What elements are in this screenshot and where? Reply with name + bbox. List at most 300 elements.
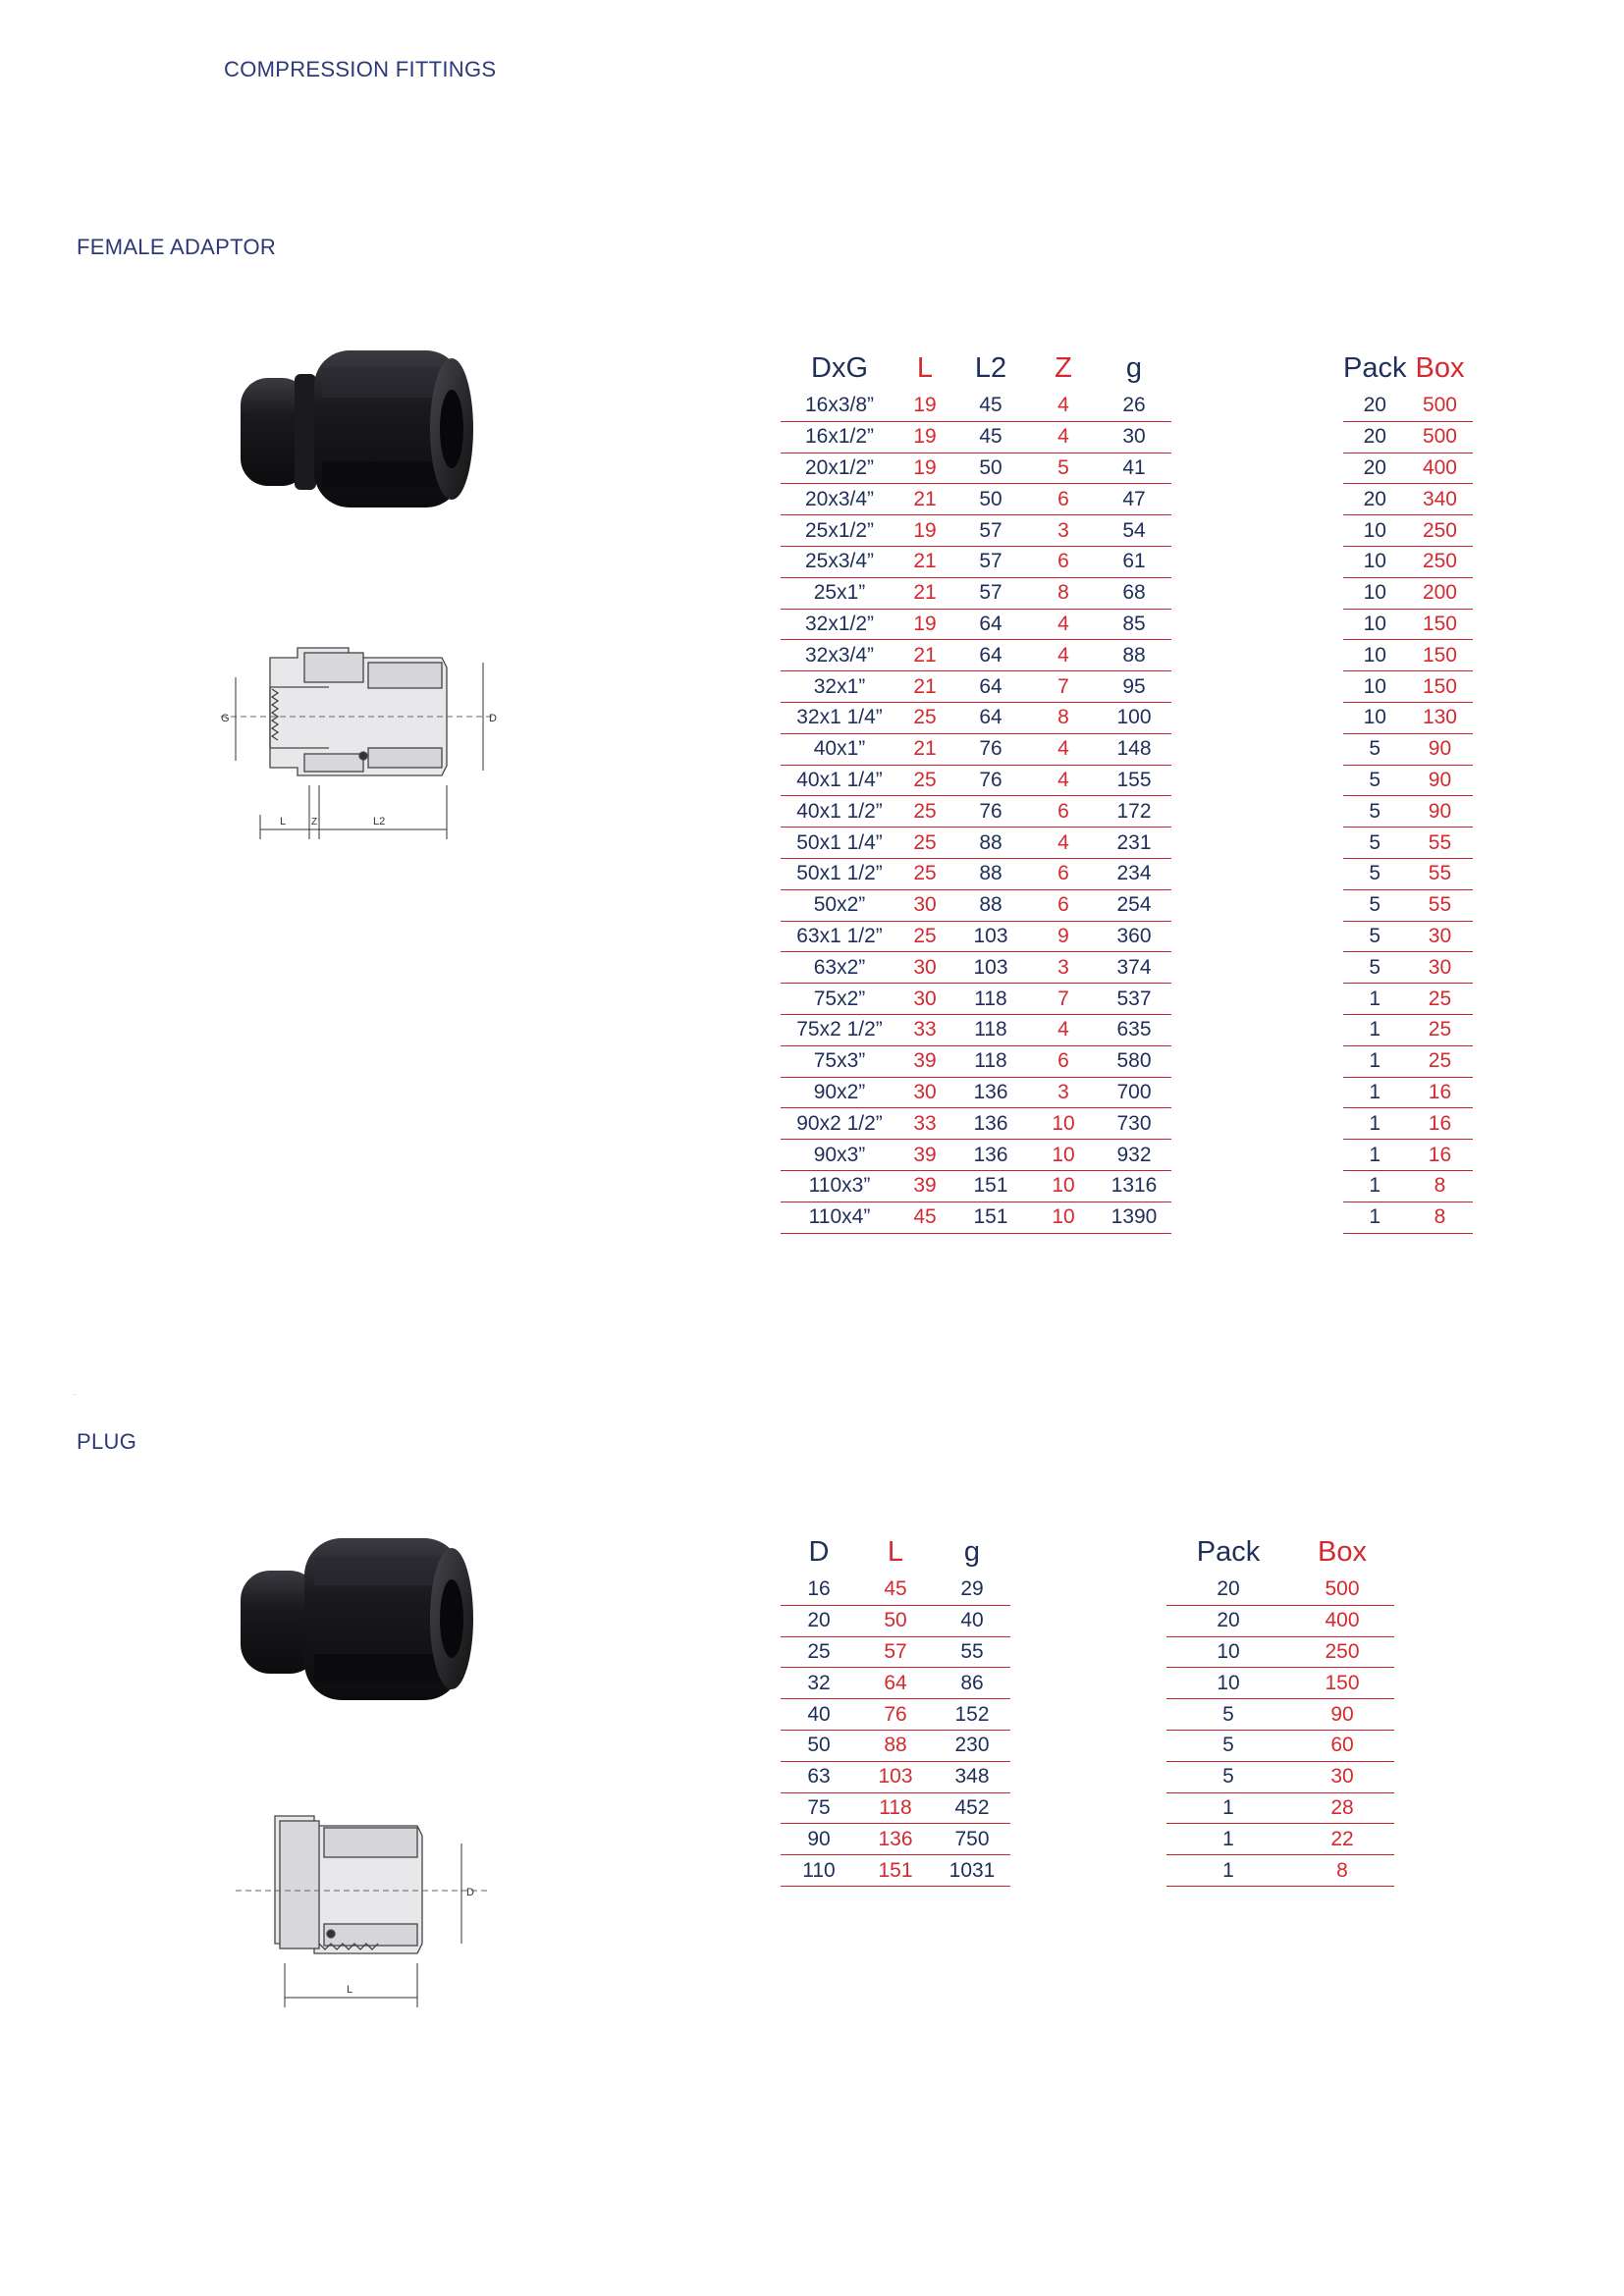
female-adaptor-row-cell: 4	[1030, 1014, 1097, 1045]
col-header-l2: L2	[974, 352, 1007, 384]
female-adaptor-row-cell: 8	[1030, 577, 1097, 609]
female-adaptor-pack-row-cell: 200	[1406, 577, 1473, 609]
female-adaptor-row-cell: 3	[1030, 515, 1097, 547]
female-adaptor-row-cell: 21	[898, 640, 951, 671]
plug-row-cell: 151	[857, 1855, 934, 1887]
female-adaptor-pack-row-cell: 130	[1406, 702, 1473, 733]
female-adaptor-row-cell: 33	[898, 1108, 951, 1140]
drawing-label-z: Z	[311, 817, 318, 828]
drawing-label-g: G	[221, 713, 230, 724]
female-adaptor-row-cell: 7	[1030, 984, 1097, 1015]
female-adaptor-pack-row-cell: 5	[1343, 796, 1406, 828]
female-adaptor-row-cell: 76	[951, 765, 1030, 796]
female-adaptor-row-cell: 47	[1097, 484, 1171, 515]
female-adaptor-pack-row-cell: 5	[1343, 921, 1406, 952]
female-adaptor-row-cell: 33	[898, 1014, 951, 1045]
female-adaptor-row-cell: 103	[951, 921, 1030, 952]
female-adaptor-row-cell: 26	[1097, 391, 1171, 421]
female-adaptor-pack-row-cell: 25	[1406, 1045, 1473, 1077]
plug-pack-row	[1166, 1605, 1394, 1636]
female-adaptor-row-cell: 21	[898, 733, 951, 765]
plug-row	[781, 1792, 1010, 1824]
plug-pack-row	[1166, 1730, 1394, 1761]
female-adaptor-row-cell: 25	[898, 702, 951, 733]
female-adaptor-row-cell: 360	[1097, 921, 1171, 952]
female-adaptor-row-cell: 25	[898, 858, 951, 889]
female-adaptor-row-cell: 1316	[1097, 1170, 1171, 1201]
female-adaptor-pack-row-cell: 500	[1406, 391, 1473, 421]
female-adaptor-row	[781, 1140, 1171, 1171]
plug-pack-table	[1166, 1518, 1394, 1887]
female-adaptor-row-cell: 50x1 1/4”	[781, 828, 898, 859]
female-adaptor-row-cell: 63x1 1/2”	[781, 921, 898, 952]
female-adaptor-pack-row	[1343, 1014, 1473, 1045]
female-adaptor-pack-row	[1343, 828, 1473, 859]
plug-pack-row	[1166, 1824, 1394, 1855]
plug-row-cell: 20	[781, 1605, 857, 1636]
drawing-label-l2: L2	[373, 816, 386, 828]
female-adaptor-row-cell: 635	[1097, 1014, 1171, 1045]
female-adaptor-row-cell: 172	[1097, 796, 1171, 828]
plug-row-cell: 64	[857, 1668, 934, 1699]
female-adaptor-row-cell: 21	[898, 546, 951, 577]
female-adaptor-row-cell: 6	[1030, 858, 1097, 889]
female-adaptor-row	[781, 1045, 1171, 1077]
female-adaptor-row	[781, 984, 1171, 1015]
female-adaptor-row-cell: 6	[1030, 796, 1097, 828]
female-adaptor-row-cell: 41	[1097, 453, 1171, 484]
female-adaptor-pack-row	[1343, 1170, 1473, 1201]
female-adaptor-pack-row-cell: 30	[1406, 952, 1473, 984]
female-adaptor-row-cell: 4	[1030, 391, 1097, 421]
female-adaptor-row-cell: 45	[898, 1201, 951, 1233]
plug-pack-row-cell: 20	[1166, 1575, 1290, 1605]
plug-row-cell: 88	[857, 1730, 934, 1761]
female-adaptor-pack-row-cell: 1	[1343, 1140, 1406, 1171]
female-adaptor-row-cell: 100	[1097, 702, 1171, 733]
female-adaptor-pack-row-cell: 250	[1406, 515, 1473, 547]
female-adaptor-row-cell: 25x3/4”	[781, 546, 898, 577]
plug-title: PLUG	[77, 1429, 137, 1454]
female-adaptor-pack-row-cell: 90	[1406, 733, 1473, 765]
female-adaptor-row	[781, 609, 1171, 640]
female-adaptor-row	[781, 546, 1171, 577]
female-adaptor-row	[781, 577, 1171, 609]
plug-pack-row-cell: 250	[1290, 1636, 1394, 1668]
female-adaptor-row	[781, 1170, 1171, 1201]
female-adaptor-pack-row-cell: 5	[1343, 858, 1406, 889]
female-adaptor-row-cell: 90x3”	[781, 1140, 898, 1171]
female-adaptor-row-cell: 64	[951, 702, 1030, 733]
female-adaptor-pack-row-cell: 10	[1343, 671, 1406, 703]
female-adaptor-row-cell: 155	[1097, 765, 1171, 796]
female-adaptor-row-cell: 19	[898, 515, 951, 547]
female-adaptor-pack-row-cell: 1	[1343, 1077, 1406, 1108]
female-adaptor-row-cell: 118	[951, 1045, 1030, 1077]
plug-row-cell: 40	[781, 1699, 857, 1731]
female-adaptor-pack-row	[1343, 1140, 1473, 1171]
female-adaptor-pack-row-cell: 1	[1343, 1108, 1406, 1140]
col-header-l: L	[916, 352, 934, 384]
plug-pack-row-cell: 150	[1290, 1668, 1394, 1699]
female-adaptor-row-cell: 10	[1030, 1108, 1097, 1140]
female-adaptor-row-cell: 16x3/8”	[781, 391, 898, 421]
female-adaptor-pack-row-cell: 10	[1343, 640, 1406, 671]
plug-pack-row-cell: 90	[1290, 1699, 1394, 1731]
female-adaptor-row-cell: 88	[1097, 640, 1171, 671]
plug-row-cell: 86	[934, 1668, 1010, 1699]
female-adaptor-row-cell: 374	[1097, 952, 1171, 984]
female-adaptor-row	[781, 484, 1171, 515]
plug-col-header-g: g	[963, 1536, 981, 1568]
female-adaptor-row-cell: 4	[1030, 609, 1097, 640]
female-adaptor-row-cell: 730	[1097, 1108, 1171, 1140]
plug-row-cell: 90	[781, 1824, 857, 1855]
female-adaptor-row	[781, 1014, 1171, 1045]
female-adaptor-pack-row	[1343, 391, 1473, 421]
female-adaptor-row-cell: 19	[898, 453, 951, 484]
female-adaptor-row-cell: 57	[951, 546, 1030, 577]
female-adaptor-pack-row-cell: 5	[1343, 733, 1406, 765]
female-adaptor-row	[781, 453, 1171, 484]
female-adaptor-pack-row	[1343, 577, 1473, 609]
female-adaptor-pack-row	[1343, 1108, 1473, 1140]
col-header-pack: Pack	[1343, 352, 1407, 384]
plug-row-cell: 32	[781, 1668, 857, 1699]
drawing-label-d: D	[489, 713, 497, 724]
female-adaptor-pack-row-cell: 10	[1343, 515, 1406, 547]
plug-drawing-label-l: L	[347, 1984, 353, 1996]
female-adaptor-pack-row-cell: 20	[1343, 421, 1406, 453]
plug-col-header-l: L	[887, 1536, 904, 1568]
female-adaptor-row-cell: 68	[1097, 577, 1171, 609]
female-adaptor-row-cell: 932	[1097, 1140, 1171, 1171]
female-adaptor-row-cell: 21	[898, 671, 951, 703]
female-adaptor-title: FEMALE ADAPTOR	[77, 235, 277, 259]
female-adaptor-pack-row	[1343, 1045, 1473, 1077]
female-adaptor-row-cell: 30	[898, 1077, 951, 1108]
female-adaptor-row-cell: 25x1”	[781, 577, 898, 609]
female-adaptor-row-cell: 148	[1097, 733, 1171, 765]
female-adaptor-row-cell: 30	[898, 889, 951, 921]
plug-pack-row-cell: 60	[1290, 1730, 1394, 1761]
plug-row	[781, 1668, 1010, 1699]
female-adaptor-pack-row-cell: 16	[1406, 1108, 1473, 1140]
col-header-box: Box	[1415, 352, 1465, 384]
female-adaptor-row-cell: 25x1/2”	[781, 515, 898, 547]
female-adaptor-pack-row	[1343, 453, 1473, 484]
female-adaptor-row-cell: 76	[951, 796, 1030, 828]
plug-row	[781, 1699, 1010, 1731]
plug-row	[781, 1824, 1010, 1855]
female-adaptor-row-cell: 95	[1097, 671, 1171, 703]
plug-pack-row-cell: 22	[1290, 1824, 1394, 1855]
plug-row-cell: 118	[857, 1792, 934, 1824]
female-adaptor-row-cell: 57	[951, 577, 1030, 609]
female-adaptor-row-cell: 4	[1030, 828, 1097, 859]
female-adaptor-pack-row-cell: 90	[1406, 796, 1473, 828]
female-adaptor-row-cell: 8	[1030, 702, 1097, 733]
female-adaptor-pack-row	[1343, 765, 1473, 796]
female-adaptor-pack-row-cell: 55	[1406, 858, 1473, 889]
female-adaptor-row-cell: 61	[1097, 546, 1171, 577]
female-adaptor-pack-row	[1343, 702, 1473, 733]
plug-row	[781, 1636, 1010, 1668]
female-adaptor-pack-row-cell: 400	[1406, 453, 1473, 484]
female-adaptor-row-cell: 85	[1097, 609, 1171, 640]
female-adaptor-row-cell: 6	[1030, 889, 1097, 921]
female-adaptor-pack-row	[1343, 421, 1473, 453]
plug-row-cell: 63	[781, 1761, 857, 1792]
female-adaptor-row-cell: 25	[898, 765, 951, 796]
plug-col-header-box: Box	[1318, 1536, 1367, 1568]
female-adaptor-pack-row	[1343, 546, 1473, 577]
female-adaptor-row-cell: 30	[898, 984, 951, 1015]
plug-row-cell: 76	[857, 1699, 934, 1731]
plug-pack-row	[1166, 1668, 1394, 1699]
female-adaptor-row-cell: 4	[1030, 640, 1097, 671]
female-adaptor-row	[781, 796, 1171, 828]
plug-row	[781, 1605, 1010, 1636]
plug-pack-row-cell: 30	[1290, 1761, 1394, 1792]
female-adaptor-pack-row	[1343, 1077, 1473, 1108]
female-adaptor-row-cell: 21	[898, 577, 951, 609]
female-adaptor-pack-row	[1343, 889, 1473, 921]
female-adaptor-pack-row-cell: 10	[1343, 702, 1406, 733]
plug-row-cell: 75	[781, 1792, 857, 1824]
female-adaptor-pack-row	[1343, 1201, 1473, 1233]
female-adaptor-row-cell: 64	[951, 671, 1030, 703]
female-adaptor-row-cell: 50	[951, 453, 1030, 484]
female-adaptor-row	[781, 765, 1171, 796]
female-adaptor-pack-row-cell: 150	[1406, 640, 1473, 671]
female-adaptor-row-cell: 40x1 1/2”	[781, 796, 898, 828]
plug-pack-row-cell: 400	[1290, 1605, 1394, 1636]
plug-row	[781, 1575, 1010, 1605]
plug-photo	[236, 1526, 481, 1708]
female-adaptor-pack-row-cell: 1	[1343, 1201, 1406, 1233]
female-adaptor-pack-row-cell: 10	[1343, 577, 1406, 609]
female-adaptor-row-cell: 4	[1030, 733, 1097, 765]
female-adaptor-row-cell: 25	[898, 921, 951, 952]
plug-pack-row	[1166, 1855, 1394, 1887]
female-adaptor-row-cell: 32x1/2”	[781, 609, 898, 640]
female-adaptor-row-cell: 700	[1097, 1077, 1171, 1108]
female-adaptor-row-cell: 10	[1030, 1170, 1097, 1201]
female-adaptor-pack-row-cell: 10	[1343, 609, 1406, 640]
col-header-g: g	[1125, 352, 1143, 384]
col-header-dxg: DxG	[811, 352, 868, 384]
female-adaptor-pack-row-cell: 25	[1406, 1014, 1473, 1045]
female-adaptor-row-cell: 40x1 1/4”	[781, 765, 898, 796]
female-adaptor-pack-row-cell: 8	[1406, 1170, 1473, 1201]
plug-pack-row-cell: 20	[1166, 1605, 1290, 1636]
female-adaptor-row-cell: 50	[951, 484, 1030, 515]
female-adaptor-row-cell: 30	[898, 952, 951, 984]
female-adaptor-pack-row-cell: 250	[1406, 546, 1473, 577]
female-adaptor-row-cell: 88	[951, 889, 1030, 921]
plug-drawing-label-d: D	[466, 1887, 474, 1898]
plug-pack-row-cell: 5	[1166, 1730, 1290, 1761]
female-adaptor-pack-row	[1343, 952, 1473, 984]
plug-pack-row-cell: 28	[1290, 1792, 1394, 1824]
female-adaptor-row-cell: 57	[951, 515, 1030, 547]
female-adaptor-pack-row	[1343, 484, 1473, 515]
female-adaptor-row-cell: 64	[951, 609, 1030, 640]
female-adaptor-row-cell: 25	[898, 828, 951, 859]
plug-pack-row-cell: 1	[1166, 1855, 1290, 1887]
female-adaptor-row-cell: 90x2 1/2”	[781, 1108, 898, 1140]
female-adaptor-row-cell: 136	[951, 1108, 1030, 1140]
plug-col-header-d: D	[808, 1536, 830, 1568]
female-adaptor-row	[781, 733, 1171, 765]
female-adaptor-row-cell: 75x2 1/2”	[781, 1014, 898, 1045]
female-adaptor-row-cell: 151	[951, 1201, 1030, 1233]
female-adaptor-row-cell: 7	[1030, 671, 1097, 703]
female-adaptor-row	[781, 889, 1171, 921]
female-adaptor-row-cell: 64	[951, 640, 1030, 671]
plug-pack-row-cell: 10	[1166, 1636, 1290, 1668]
plug-row-cell: 110	[781, 1855, 857, 1887]
female-adaptor-row	[781, 952, 1171, 984]
female-adaptor-row-cell: 20x1/2”	[781, 453, 898, 484]
plug-row	[781, 1855, 1010, 1887]
female-adaptor-row-cell: 3	[1030, 1077, 1097, 1108]
female-adaptor-pack-row	[1343, 858, 1473, 889]
female-adaptor-pack-row-cell: 8	[1406, 1201, 1473, 1233]
female-adaptor-pack-row-cell: 55	[1406, 889, 1473, 921]
plug-row-cell: 348	[934, 1761, 1010, 1792]
plug-pack-row	[1166, 1792, 1394, 1824]
female-adaptor-row-cell: 88	[951, 828, 1030, 859]
plug-pack-row-cell: 10	[1166, 1668, 1290, 1699]
female-adaptor-row-cell: 19	[898, 391, 951, 421]
female-adaptor-row	[781, 1077, 1171, 1108]
female-adaptor-row-cell: 4	[1030, 765, 1097, 796]
female-adaptor-row-cell: 537	[1097, 984, 1171, 1015]
female-adaptor-row-cell: 30	[1097, 421, 1171, 453]
female-adaptor-pack-row-cell: 340	[1406, 484, 1473, 515]
female-adaptor-row-cell: 19	[898, 421, 951, 453]
female-adaptor-row	[781, 702, 1171, 733]
plug-row-cell: 55	[934, 1636, 1010, 1668]
plug-row-cell: 29	[934, 1575, 1010, 1605]
female-adaptor-row	[781, 421, 1171, 453]
plug-pack-row	[1166, 1761, 1394, 1792]
female-adaptor-pack-table	[1343, 334, 1473, 1234]
female-adaptor-row-cell: 25	[898, 796, 951, 828]
plug-col-header-pack: Pack	[1196, 1536, 1261, 1568]
female-adaptor-row	[781, 921, 1171, 952]
female-adaptor-pack-row-cell: 30	[1406, 921, 1473, 952]
col-header-z: Z	[1055, 352, 1072, 384]
female-adaptor-row	[781, 515, 1171, 547]
female-adaptor-pack-row	[1343, 671, 1473, 703]
plug-row-cell: 25	[781, 1636, 857, 1668]
plug-row-cell: 136	[857, 1824, 934, 1855]
female-adaptor-pack-row-cell: 25	[1406, 984, 1473, 1015]
female-adaptor-row-cell: 6	[1030, 1045, 1097, 1077]
female-adaptor-pack-row	[1343, 733, 1473, 765]
female-adaptor-row-cell: 110x4”	[781, 1201, 898, 1233]
female-adaptor-row-cell: 6	[1030, 546, 1097, 577]
plug-row-cell: 452	[934, 1792, 1010, 1824]
female-adaptor-row-cell: 50x1 1/2”	[781, 858, 898, 889]
female-adaptor-row-cell: 20x3/4”	[781, 484, 898, 515]
female-adaptor-row-cell: 136	[951, 1077, 1030, 1108]
female-adaptor-pack-row-cell: 500	[1406, 421, 1473, 453]
female-adaptor-row-cell: 118	[951, 1014, 1030, 1045]
female-adaptor-row-cell: 39	[898, 1170, 951, 1201]
female-adaptor-pack-row	[1343, 796, 1473, 828]
female-adaptor-row-cell: 32x1”	[781, 671, 898, 703]
female-adaptor-row-cell: 10	[1030, 1201, 1097, 1233]
female-adaptor-row	[781, 391, 1171, 421]
plug-pack-row	[1166, 1575, 1394, 1605]
female-adaptor-pack-row	[1343, 984, 1473, 1015]
plug-pack-row-cell: 500	[1290, 1575, 1394, 1605]
female-adaptor-pack-row-cell: 150	[1406, 609, 1473, 640]
female-adaptor-row-cell: 39	[898, 1045, 951, 1077]
plug-pack-row-cell: 5	[1166, 1761, 1290, 1792]
female-adaptor-drawing	[211, 628, 506, 844]
female-adaptor-row-cell: 6	[1030, 484, 1097, 515]
female-adaptor-pack-row-cell: 1	[1343, 1170, 1406, 1201]
female-adaptor-pack-row-cell: 150	[1406, 671, 1473, 703]
page-header: COMPRESSION FITTINGS	[224, 57, 497, 81]
female-adaptor-row	[781, 1108, 1171, 1140]
female-adaptor-pack-row-cell: 16	[1406, 1140, 1473, 1171]
female-adaptor-pack-row-cell: 20	[1343, 391, 1406, 421]
female-adaptor-row	[781, 640, 1171, 671]
female-adaptor-row-cell: 136	[951, 1140, 1030, 1171]
plug-row-cell: 40	[934, 1605, 1010, 1636]
female-adaptor-row-cell: 76	[951, 733, 1030, 765]
female-adaptor-row-cell: 75x2”	[781, 984, 898, 1015]
female-adaptor-pack-row-cell: 1	[1343, 1045, 1406, 1077]
plug-row	[781, 1761, 1010, 1792]
plug-row-cell: 1031	[934, 1855, 1010, 1887]
plug-row-cell: 230	[934, 1730, 1010, 1761]
plug-table	[781, 1518, 1010, 1887]
female-adaptor-row-cell: 3	[1030, 952, 1097, 984]
female-adaptor-row-cell: 19	[898, 609, 951, 640]
female-adaptor-row-cell: 45	[951, 391, 1030, 421]
plug-row-cell: 16	[781, 1575, 857, 1605]
plug-pack-row-cell: 1	[1166, 1824, 1290, 1855]
female-adaptor-pack-row-cell: 20	[1343, 484, 1406, 515]
female-adaptor-pack-row-cell: 5	[1343, 952, 1406, 984]
female-adaptor-row-cell: 234	[1097, 858, 1171, 889]
female-adaptor-row-cell: 110x3”	[781, 1170, 898, 1201]
female-adaptor-row-cell: 151	[951, 1170, 1030, 1201]
female-adaptor-row	[781, 671, 1171, 703]
plug-row	[781, 1730, 1010, 1761]
female-adaptor-pack-row-cell: 5	[1343, 889, 1406, 921]
plug-pack-row	[1166, 1699, 1394, 1731]
female-adaptor-pack-row	[1343, 515, 1473, 547]
plug-row-cell: 103	[857, 1761, 934, 1792]
female-adaptor-pack-row-cell: 90	[1406, 765, 1473, 796]
female-adaptor-row	[781, 858, 1171, 889]
plug-row-cell: 50	[857, 1605, 934, 1636]
plug-pack-row-cell: 5	[1166, 1699, 1290, 1731]
female-adaptor-row-cell: 254	[1097, 889, 1171, 921]
female-adaptor-row-cell: 103	[951, 952, 1030, 984]
female-adaptor-pack-row	[1343, 921, 1473, 952]
female-adaptor-pack-row-cell: 1	[1343, 984, 1406, 1015]
female-adaptor-row-cell: 32x1 1/4”	[781, 702, 898, 733]
